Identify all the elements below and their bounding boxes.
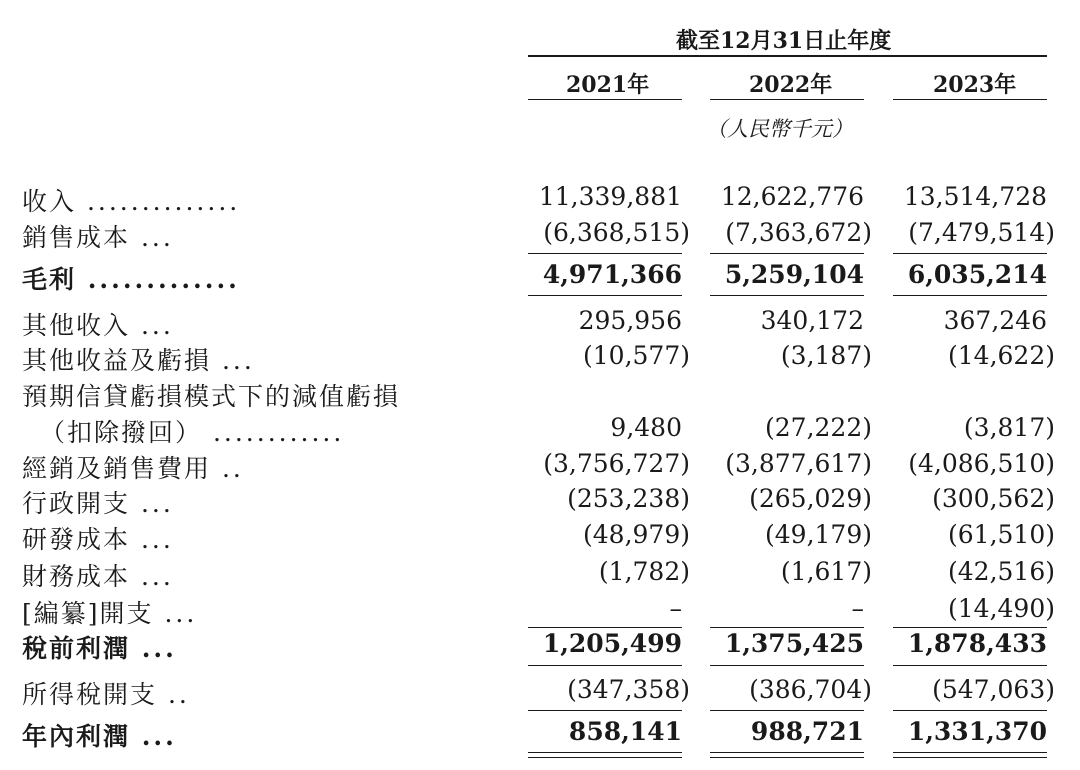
year-2023-header: 2023年 (933, 72, 1017, 98)
row-label-text: 稅前利潤 (22, 634, 131, 663)
row-label (22, 484, 174, 520)
cell-value: (3,187) (780, 341, 872, 370)
leader-dots: ... (130, 525, 174, 554)
row-label-text: 銷售成本 (22, 223, 131, 252)
cell-value: (7,363,672) (725, 218, 872, 247)
cell-value: (253,238) (567, 484, 690, 513)
cell-value: (3,877,617) (725, 449, 872, 478)
row-label-text: 其他收益及虧損 (22, 346, 212, 375)
cell-value: 1,375,425 (724, 629, 864, 658)
cell-value: (42,516) (948, 557, 1055, 586)
unit-label: （人民幣千元） (706, 117, 853, 141)
row-label-text: 經銷及銷售費用 (22, 454, 212, 483)
cell-value: (547,063) (932, 675, 1055, 704)
subtotal-rule (710, 665, 864, 666)
row-label (22, 260, 240, 296)
cell-value: (48,979) (583, 520, 690, 549)
cell-value: (4,086,510) (908, 449, 1055, 478)
leader-dots: ... (130, 311, 174, 340)
cell-value: (300,562) (932, 484, 1055, 513)
row-label-text: 行政開支 (22, 489, 131, 518)
subtotal-rule (710, 710, 864, 711)
cell-value: (3,756,727) (543, 449, 690, 478)
total-double-rule (710, 757, 864, 758)
subtotal-rule (893, 295, 1047, 296)
leader-dots: ... (130, 634, 177, 663)
cell-value: – (851, 594, 864, 623)
subtotal-rule (528, 665, 682, 666)
leader-dots: ... (211, 346, 255, 375)
cell-value: 295,956 (578, 306, 682, 335)
period-header-rule (528, 55, 1047, 57)
cell-value: (6,368,515) (543, 218, 690, 247)
subtotal-rule (893, 627, 1047, 628)
subtotal-rule (893, 253, 1047, 254)
row-label (22, 717, 177, 753)
row-label (22, 629, 177, 665)
cell-value: 6,035,214 (907, 260, 1047, 289)
leader-dots: ............. (76, 265, 240, 294)
year-2021-header: 2021年 (566, 72, 650, 98)
cell-value: – (669, 594, 682, 623)
cell-value: (386,704) (749, 675, 872, 704)
row-label-continuation (40, 413, 344, 449)
subtotal-rule (710, 253, 864, 254)
cell-value: (27,222) (765, 413, 872, 442)
row-label-text: 財務成本 (22, 562, 131, 591)
row-label (22, 449, 244, 485)
leader-dots: .. (157, 680, 190, 709)
cell-value: (14,490) (948, 594, 1055, 623)
row-label-text: 預期信貸虧損模式下的減值虧損 (22, 382, 401, 411)
row-label-text: 其他收入 (22, 311, 131, 340)
subtotal-rule (710, 627, 864, 628)
cell-value: 11,339,881 (538, 182, 682, 211)
row-label-text: [編纂]開支 (22, 599, 154, 628)
row-label (22, 218, 174, 254)
subtotal-rule (893, 665, 1047, 666)
cell-value: (265,029) (749, 484, 872, 513)
subtotal-rule (528, 295, 682, 296)
row-label (22, 594, 197, 630)
year-rule-2023 (893, 99, 1047, 100)
row-label-text: 收入 (22, 187, 77, 216)
total-double-rule (893, 752, 1047, 753)
leader-dots: ... (130, 223, 174, 252)
cell-value: (7,479,514) (908, 218, 1055, 247)
cell-value: 12,622,776 (720, 182, 864, 211)
subtotal-rule (710, 295, 864, 296)
year-rule-2021 (528, 99, 682, 100)
total-double-rule (528, 752, 682, 753)
cell-value: 9,480 (610, 413, 682, 442)
period-header: 截至12月31日止年度 (676, 28, 892, 54)
row-label (22, 520, 174, 556)
leader-dots: .............. (76, 187, 241, 216)
cell-value: (61,510) (948, 520, 1055, 549)
cell-value: 1,205,499 (542, 629, 682, 658)
row-label (22, 182, 240, 218)
row-label (22, 557, 174, 593)
row-label (22, 675, 190, 711)
subtotal-rule (528, 627, 682, 628)
total-double-rule (710, 752, 864, 753)
row-label-text: 年內利潤 (22, 722, 131, 751)
row-label-text: 毛利 (22, 265, 77, 294)
cell-value: (3,817) (963, 413, 1055, 442)
cell-value: (1,617) (780, 557, 872, 586)
leader-dots: ............ (202, 418, 345, 447)
row-label-text: 研發成本 (22, 525, 131, 554)
leader-dots: ... (153, 599, 198, 628)
leader-dots: .. (211, 454, 244, 483)
year-2022-header: 2022年 (749, 72, 833, 98)
cell-value: (49,179) (765, 520, 872, 549)
leader-dots: ... (130, 489, 174, 518)
cell-value: (10,577) (583, 341, 690, 370)
row-label-text: 所得稅開支 (22, 680, 158, 709)
row-label-text: （扣除撥回） (40, 418, 203, 447)
subtotal-rule (528, 253, 682, 254)
leader-dots: ... (130, 722, 177, 751)
row-label (22, 341, 255, 377)
leader-dots: ... (130, 562, 174, 591)
total-double-rule (528, 757, 682, 758)
cell-value: (1,782) (598, 557, 690, 586)
row-label (22, 377, 400, 413)
cell-value: (347,358) (567, 675, 690, 704)
subtotal-rule (528, 710, 682, 711)
year-rule-2022 (710, 99, 864, 100)
cell-value: 1,331,370 (907, 717, 1047, 746)
cell-value: 858,141 (568, 717, 682, 746)
row-label (22, 306, 174, 342)
cell-value: 988,721 (750, 717, 864, 746)
cell-value: 5,259,104 (724, 260, 864, 289)
cell-value: (14,622) (948, 341, 1055, 370)
subtotal-rule (893, 710, 1047, 711)
cell-value: 4,971,366 (542, 260, 682, 289)
cell-value: 367,246 (943, 306, 1047, 335)
cell-value: 1,878,433 (907, 629, 1047, 658)
cell-value: 340,172 (760, 306, 864, 335)
cell-value: 13,514,728 (903, 182, 1047, 211)
total-double-rule (893, 757, 1047, 758)
